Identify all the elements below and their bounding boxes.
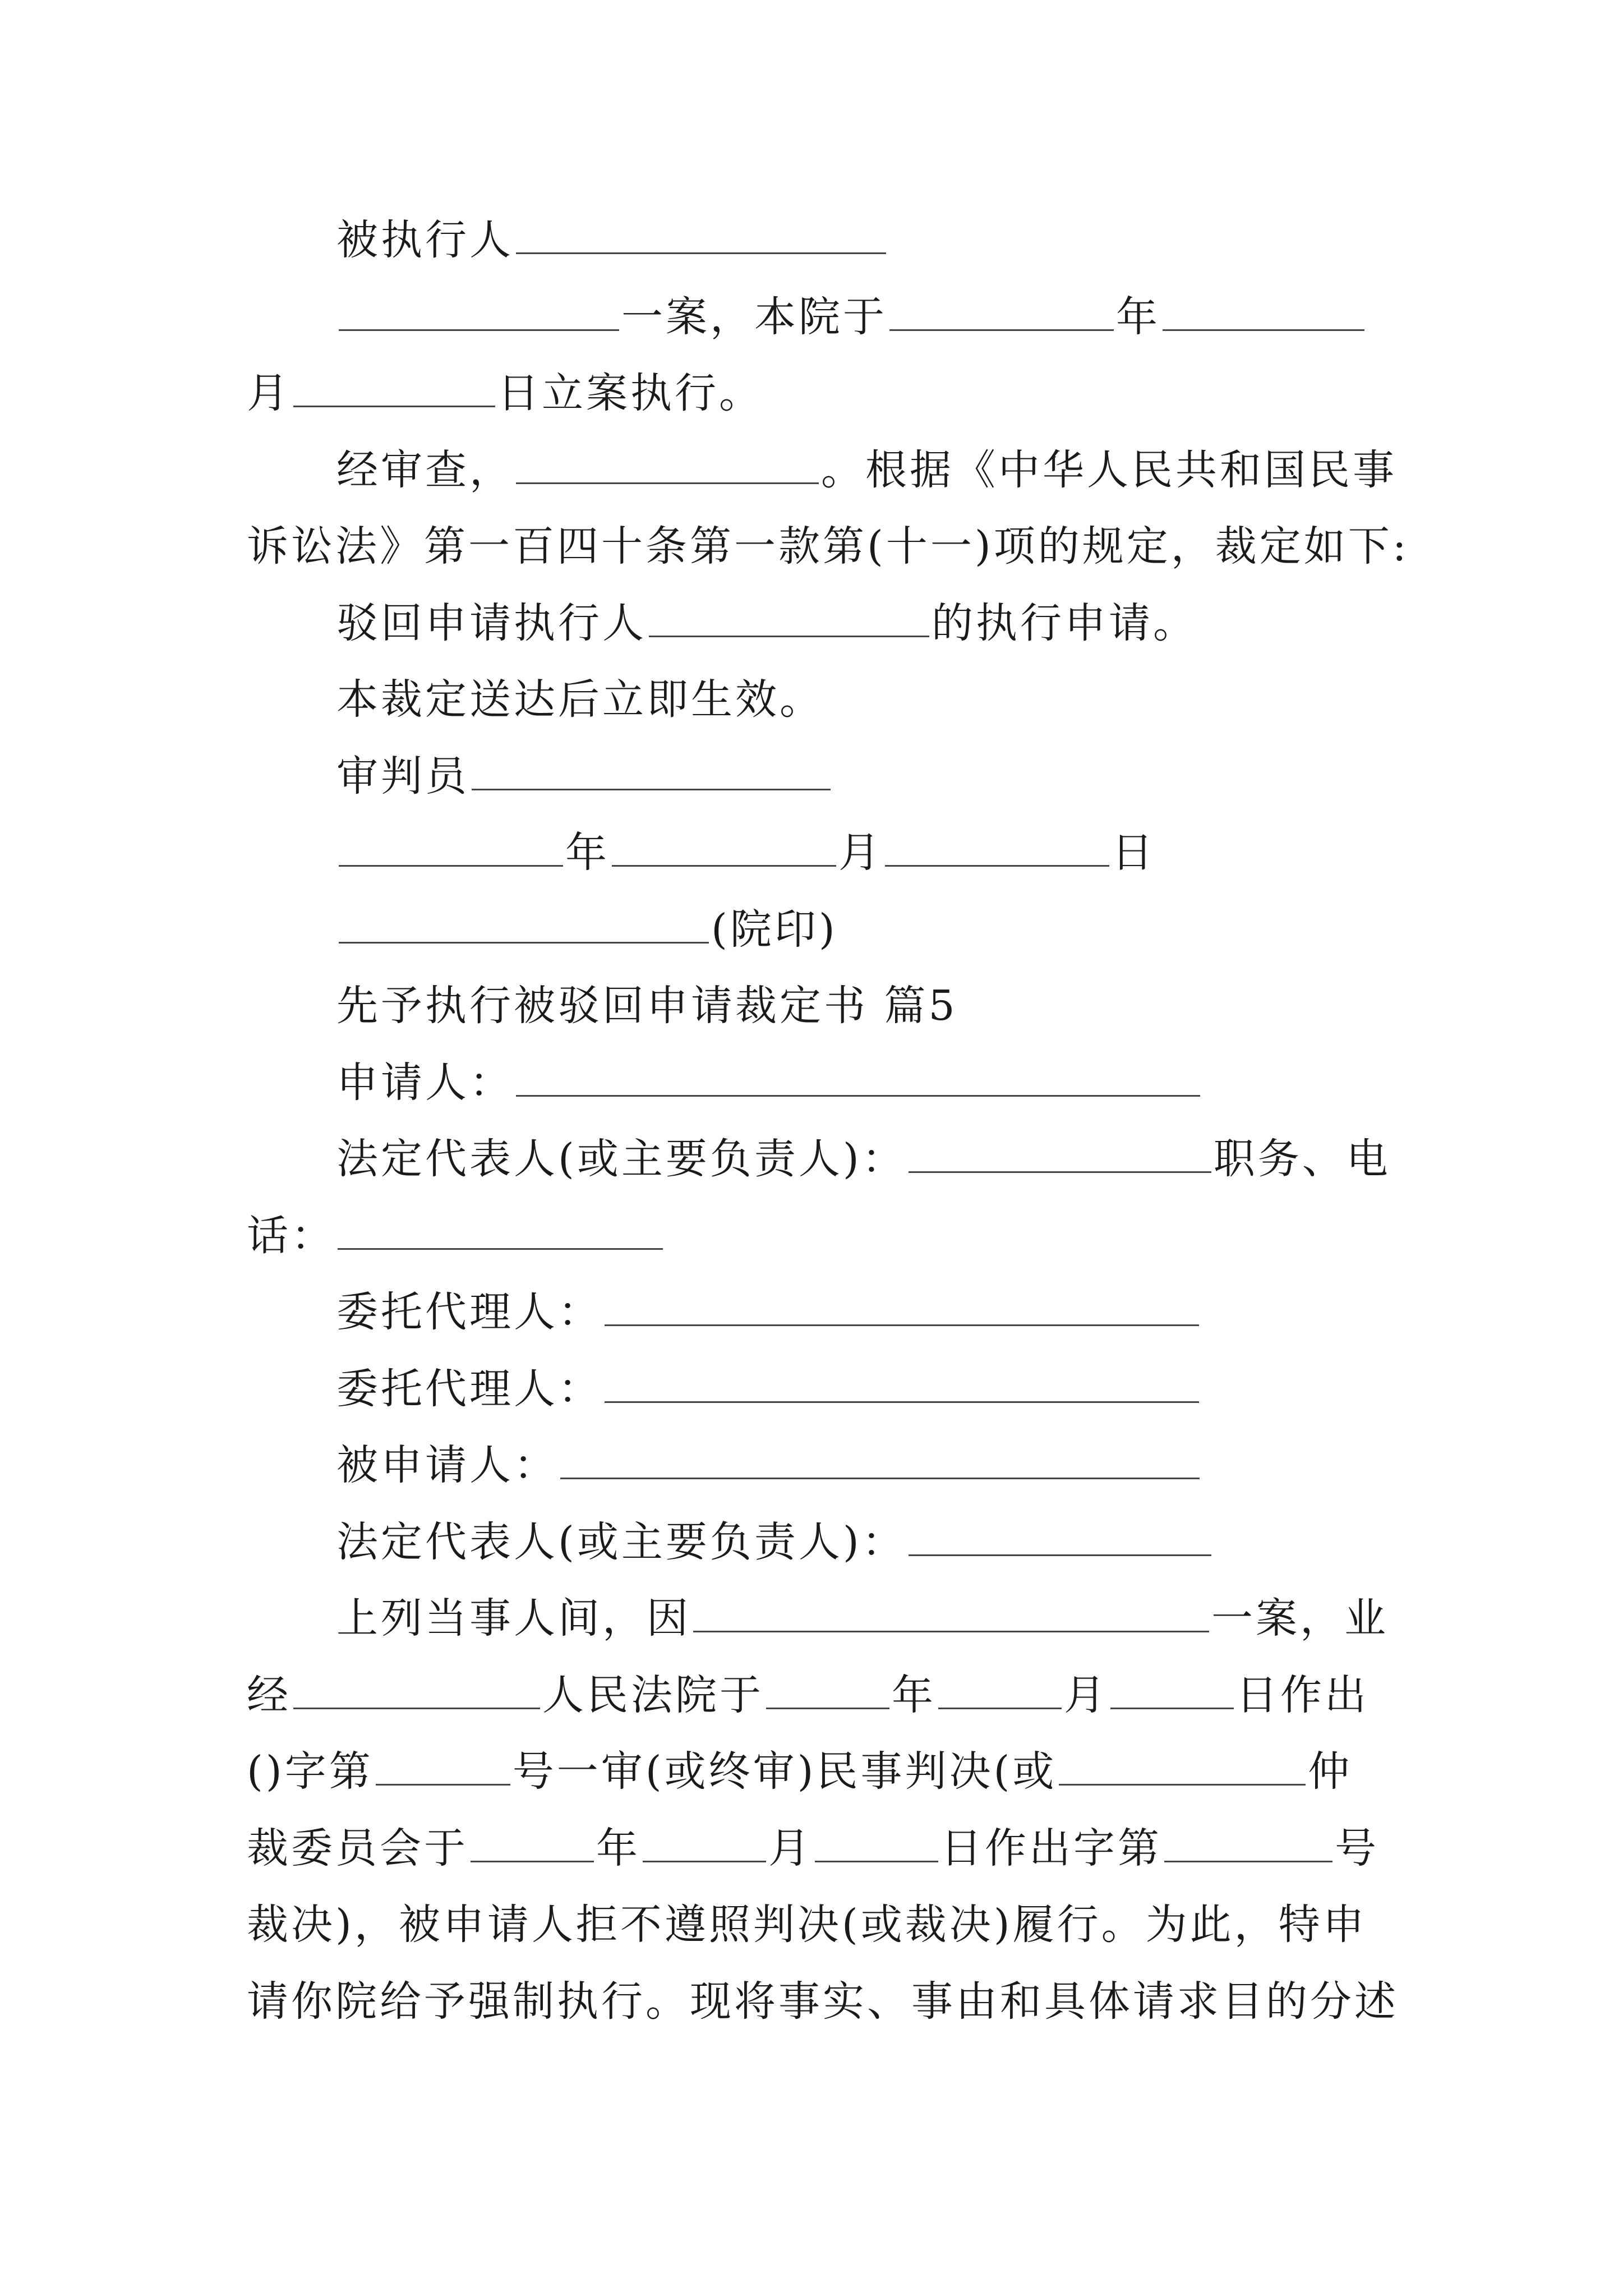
text: 驳回申请执行人 bbox=[336, 599, 647, 647]
text: 诉讼法》第一百四十条第一款第(十一)项的规定，裁定如下: bbox=[247, 522, 1409, 570]
blank-field bbox=[472, 755, 831, 790]
blank-field bbox=[815, 1827, 938, 1862]
line-1 bbox=[247, 202, 1391, 279]
text: 请你院给予强制执行。现将事实、事由和具体请求目的分述 bbox=[247, 1977, 1399, 2026]
line-9 bbox=[247, 815, 1391, 891]
text: 月 bbox=[1064, 1671, 1108, 1719]
text: 上列当事人间，因 bbox=[336, 1594, 691, 1642]
text: 年 bbox=[892, 1671, 936, 1719]
line-2 bbox=[247, 279, 1391, 356]
text: 日立案执行。 bbox=[497, 369, 763, 417]
line-18 bbox=[247, 1504, 1391, 1581]
blank-field bbox=[293, 372, 495, 407]
text: 号一审(或终审)民事判决(或 bbox=[512, 1747, 1057, 1796]
blank-field bbox=[693, 1597, 1209, 1632]
line-14 bbox=[247, 1198, 1391, 1274]
line-24 bbox=[247, 1963, 1399, 2040]
line-7 bbox=[247, 661, 1391, 738]
text: 月 bbox=[838, 829, 883, 877]
text: 委托代理人： bbox=[336, 1288, 602, 1336]
text: 的执行申请。 bbox=[932, 599, 1197, 647]
text: 号 bbox=[1335, 1824, 1379, 1872]
line-15 bbox=[247, 1274, 1391, 1351]
text: 月 bbox=[768, 1824, 813, 1872]
blank-field bbox=[885, 831, 1109, 867]
blank-field bbox=[909, 1521, 1211, 1556]
text: 年 bbox=[1116, 292, 1160, 341]
line-4 bbox=[247, 432, 1397, 509]
blank-field bbox=[339, 296, 619, 331]
line-22 bbox=[247, 1810, 1391, 1887]
text: 申请人： bbox=[336, 1058, 514, 1107]
line-5 bbox=[247, 508, 1409, 585]
blank-field bbox=[560, 1444, 1200, 1479]
text: 日作出 bbox=[1236, 1671, 1369, 1719]
blank-field bbox=[1163, 296, 1364, 331]
text: 委托代理人： bbox=[336, 1364, 602, 1413]
text: 月 bbox=[247, 369, 291, 417]
text: 一案，本院于 bbox=[621, 292, 887, 341]
line-16 bbox=[247, 1351, 1391, 1428]
text: 一案，业 bbox=[1211, 1594, 1389, 1642]
blank-field bbox=[612, 831, 836, 867]
blank-field bbox=[649, 602, 929, 637]
line-10 bbox=[247, 891, 1391, 968]
text: 法定代表人(或主要负责人)： bbox=[336, 1135, 906, 1183]
blank-field bbox=[376, 1750, 510, 1786]
blank-field bbox=[1110, 1674, 1234, 1709]
blank-field bbox=[938, 1674, 1062, 1709]
text: 被执行人 bbox=[336, 216, 514, 264]
blank-field bbox=[471, 1827, 594, 1862]
text: 经审查， bbox=[336, 445, 514, 494]
blank-field bbox=[1059, 1750, 1306, 1786]
text: 裁委员会于 bbox=[247, 1824, 468, 1872]
blank-field bbox=[909, 1138, 1211, 1173]
text: 年 bbox=[565, 829, 610, 877]
line-23 bbox=[247, 1887, 1391, 1963]
line-3 bbox=[247, 355, 1391, 432]
text: 。根据《中华人民共和国民事 bbox=[821, 445, 1397, 494]
blank-field bbox=[293, 1674, 540, 1709]
blank-field bbox=[643, 1827, 766, 1862]
text: 被申请人： bbox=[336, 1441, 558, 1489]
line-20 bbox=[247, 1657, 1391, 1734]
text: 裁决)，被申请人拒不遵照判决(或裁决)履行。为此，特申 bbox=[247, 1901, 1367, 1949]
blank-field bbox=[889, 296, 1114, 331]
text: 人民法院于 bbox=[542, 1671, 764, 1719]
text: 日 bbox=[1112, 829, 1156, 877]
line-19 bbox=[247, 1580, 1391, 1657]
text: 法定代表人(或主要负责人)： bbox=[336, 1517, 906, 1566]
text: 经 bbox=[247, 1671, 291, 1719]
blank-field bbox=[339, 831, 563, 867]
blank-field bbox=[338, 1214, 663, 1250]
blank-field bbox=[605, 1291, 1199, 1326]
blank-field bbox=[605, 1368, 1199, 1403]
text: 年 bbox=[596, 1824, 640, 1872]
document-page bbox=[247, 202, 1409, 2040]
blank-field bbox=[339, 908, 709, 944]
text: 本裁定送达后立即生效。 bbox=[336, 675, 824, 724]
text: 仲 bbox=[1308, 1747, 1353, 1796]
line-13 bbox=[247, 1121, 1391, 1198]
section-heading bbox=[247, 968, 1391, 1045]
text: (院印) bbox=[711, 905, 838, 954]
blank-field bbox=[766, 1674, 889, 1709]
line-12 bbox=[247, 1045, 1391, 1121]
blank-field bbox=[516, 1061, 1200, 1097]
text: ()字第 bbox=[247, 1747, 374, 1796]
line-6 bbox=[247, 585, 1391, 662]
line-21 bbox=[247, 1733, 1391, 1810]
text: 先予执行被驳回申请裁定书 篇5 bbox=[336, 982, 958, 1030]
blank-field bbox=[516, 449, 819, 484]
text: 职务、电 bbox=[1213, 1135, 1391, 1183]
line-17 bbox=[247, 1427, 1391, 1504]
blank-field bbox=[1164, 1827, 1332, 1862]
text: 话： bbox=[247, 1211, 335, 1260]
text: 日作出字第 bbox=[940, 1824, 1162, 1872]
text: 审判员 bbox=[336, 752, 469, 800]
blank-field bbox=[516, 219, 886, 254]
line-8 bbox=[247, 738, 1391, 815]
